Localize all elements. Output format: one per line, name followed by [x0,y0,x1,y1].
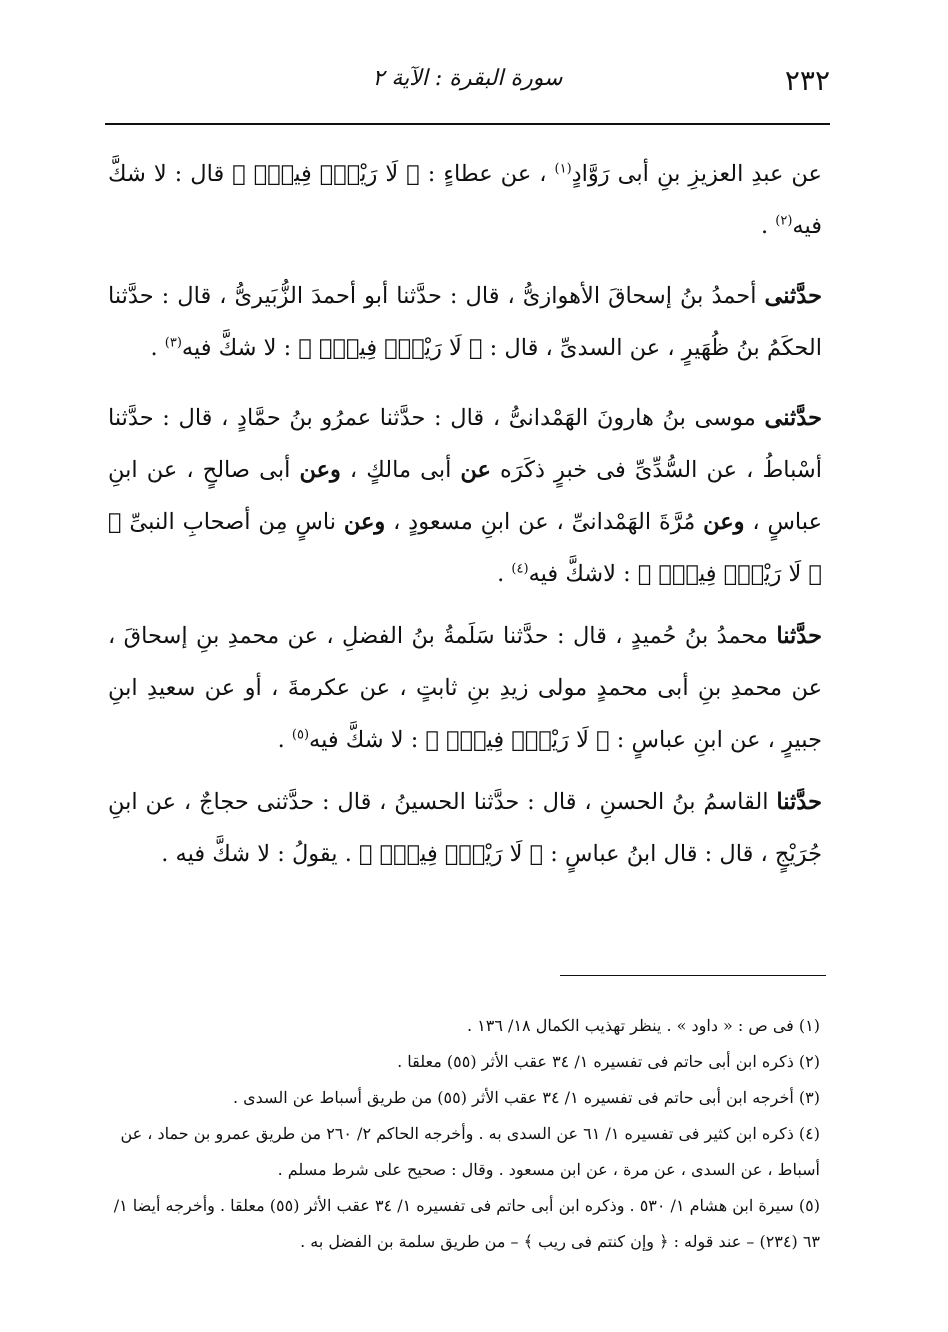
paragraph-text: عن عبدِ العزيزِ بنِ أبى رَوَّادٍ [571,161,822,187]
footnote-ref-4[interactable]: (٤) [511,561,529,577]
paragraph-text: أبى صالحٍ ، عن ابنِ عباسٍ ، [108,457,822,535]
page-number: ٢٣٢ [784,64,830,97]
paragraph-1 [108,148,822,252]
hadith-lead: حدَّثنا [776,789,822,815]
connector: وعن [299,457,341,483]
running-title: سورة البقرة : الآية ٢ [372,66,563,91]
footnote-3: (٣) أخرجه ابن أبى حاتم فى تفسيره ١/ ٣٤ عقب الأثر (٥٥) من طريق أسباط عن السدى . [232,1088,820,1107]
connector: عن [460,457,491,483]
hadith-lead: حدَّثنى [764,405,822,431]
paragraph-3 [108,392,822,600]
footnote-ref-1[interactable]: (١) [554,161,572,177]
footnote-ref-5[interactable]: (٥) [291,727,310,743]
paragraph-5 [108,776,822,880]
paragraph-2 [108,270,822,374]
paragraph-text: أحمدُ بنُ إسحاقَ الأهوازىُّ ، قال : حدَّثنا أبو أحمدَ الزُّبَيرىُّ ، قال : حدَّثنا الحكَمُ بنُ ظُهَيرٍ ، عن السدىِّ ، قال : ﴿ لَا رَيْبَۛ فِيهِۛ ﴾ : لا شكَّ فيه [108,283,822,361]
main-text [108,148,822,890]
footnote-2: (٢) ذكره ابن أبى حاتم فى تفسيره ١/ ٣٤ عقب الأثر (٥٥) معلقا . [397,1052,820,1071]
connector: وعن [343,509,386,535]
connector: وعن [703,509,745,535]
paragraph-end: . [277,727,292,753]
paragraph-end: . [150,335,165,361]
paragraph-text: ناسٍ مِن أصحابِ النبىِّ ﷺ ﴿ لَا رَيْبَۛ فِيهِۛ ﴾ : لاشكَّ فيه [108,509,822,587]
paragraph-4 [108,610,822,766]
footnote-1: (١) فى ص : « داود » . ينظر تهذيب الكمال ١٨/ ١٣٦ . [467,1016,820,1035]
paragraph-text: مُرَّةَ الهَمْدانىِّ ، عن ابنِ مسعودٍ ، [385,509,704,535]
hadith-lead: حدَّثنا [776,623,822,649]
paragraph-text: أبى مالكٍ ، [340,457,461,483]
page-header [105,58,830,98]
footnote-ref-2[interactable]: (٢) [775,213,793,229]
hadith-lead: حدَّثنى [764,283,822,309]
footnote-rule [560,975,826,976]
paragraph-end: . [760,213,776,239]
paragraph-text: ، عن عطاءٍ : ﴿ لَا رَيْبَۛ فِيهِۛ ﴾ قال : لا شكَّ فيه [108,161,822,239]
footnote-ref-3[interactable]: (٣) [164,335,182,351]
footnotes [108,1008,820,1260]
footnote-4: (٤) ذكره ابن كثير فى تفسيره ١/ ٦١ عن السدى به . وأخرجه الحاكم ٢/ ٢٦٠ من طريق عمرو بن حماد ، عن أسباط ، عن السدى ، عن مرة ، عن ابن مسعود . وقال : صحيح على شرط مسلم . [120,1124,820,1179]
paragraph-text: موسى بنُ هارونَ الهَمْدانىُّ ، قال : حدَّثنا عمرُو بنُ حمَّادٍ ، قال : حدَّثنا أسْباطُ ، عن السُّدِّىِّ فى خبرٍ ذكَرَه [108,405,823,483]
footnote-5: (٥) سيرة ابن هشام ١/ ٥٣٠ . وذكره ابن أبى حاتم فى تفسيره ١/ ٣٤ عقب الأثر (٥٥) معلقا . وأخرجه أيضا ١/ ٦٣ (٢٣٤) – عند قوله : ﴿ وإن كنتم فى ريب ﴾ – من طريق سلمة بن الفضل به . [113,1196,820,1251]
paragraph-end: . [497,561,512,587]
paragraph-text: محمدُ بنُ حُميدٍ ، قال : حدَّثنا سَلَمةُ بنُ الفضلِ ، عن محمدِ بنِ إسحاقَ ، عن محمدِ بنِ أبى محمدٍ مولى زيدِ بنِ ثابتٍ ، عن عكرمةَ ، أو عن سعيدِ ابنِ جبيرٍ ، عن ابنِ عباسٍ : ﴿ لَا رَيْبَۛ فِيهِۛ ﴾ : لا شكَّ فيه [108,623,822,753]
header-rule [105,123,830,125]
paragraph-text: القاسمُ بنُ الحسنِ ، قال : حدَّثنا الحسينُ ، قال : حدَّثنى حجاجٌ ، عن ابنِ جُرَيْجٍ ، قال : قال ابنُ عباسٍ : ﴿ لَا رَيْبَۛ فِيهِۛ ﴾ . يقولُ : لا شكَّ فيه . [108,789,822,867]
